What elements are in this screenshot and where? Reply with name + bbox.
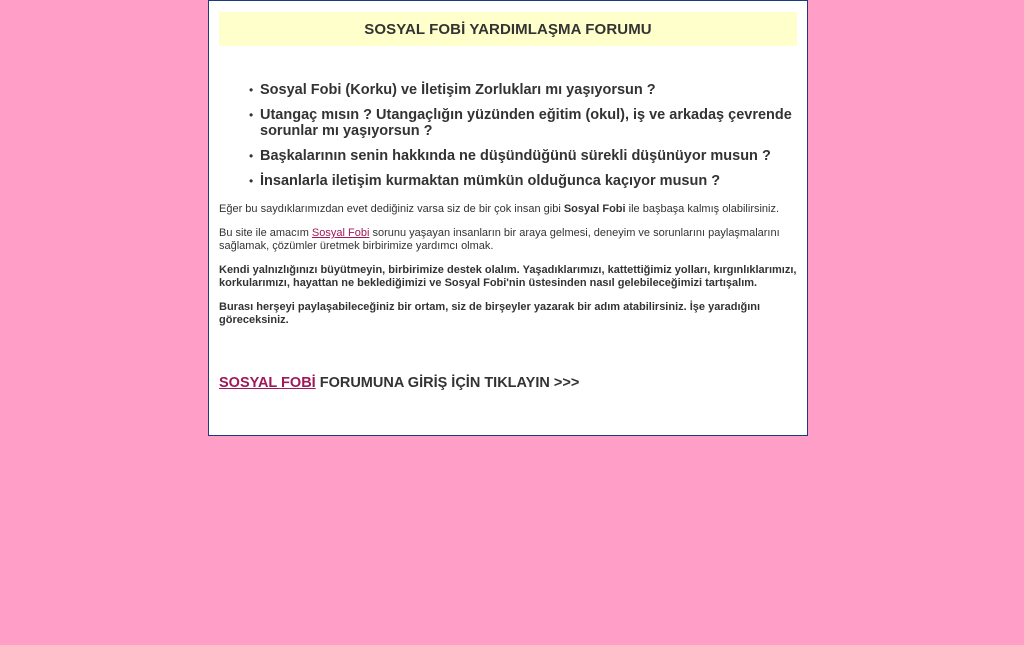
paragraph-text: ile başbaşa kalmış olabilirsiniz. <box>625 203 780 215</box>
bullet: • <box>249 108 254 122</box>
sosyal-fobi-link[interactable]: Sosyal Fobi <box>311 227 370 239</box>
share-paragraph: Burası herşeyi paylaşabileceğiniz bir ortam, siz de birşeyler yazarak bir adım atabilirsiniz. İşe yaradığını göreceksiniz. <box>219 301 761 326</box>
paragraph-emphasis: Sosyal Fobi <box>563 203 626 215</box>
intro-paragraph <box>219 203 797 216</box>
bullet: • <box>249 174 254 188</box>
list-item <box>249 148 799 164</box>
question-text: İnsanlarla iletişim kurmaktan mümkün olduğunca kaçıyor musun ? <box>260 173 721 189</box>
header-bar <box>219 12 797 46</box>
support-paragraph: Kendi yalnızlığınızı büyütmeyin, birbirimize destek olalım. Yaşadıklarımızı, kattettiğimiz yolları, kırgınlıklarımızı, korkularımızı, hayattan ne beklediğimizi ve Sosyal Fobi'nin üstesinden nasıl gelebileceğimizi tartışalım. <box>219 264 797 289</box>
forum-enter-link[interactable]: SOSYAL FOBİ <box>219 375 316 391</box>
purpose-paragraph <box>219 227 797 253</box>
forum-entry <box>219 375 579 391</box>
question-text: Sosyal Fobi (Korku) ve İletişim Zorlukları mı yaşıyorsun ? <box>260 82 656 98</box>
list-item <box>249 82 799 98</box>
list-item <box>249 173 799 189</box>
bullet: • <box>249 149 254 163</box>
paragraph-text: Bu site ile amacım <box>219 227 312 239</box>
question-text: Utangaç mısın ? Utangaçlığın yüzünden eğitim (okul), iş ve arkadaş çevrende sorunlar mı yaşıyorsun ? <box>260 107 792 139</box>
bullet: • <box>249 83 254 97</box>
intro-content <box>219 203 797 338</box>
question-text: Başkalarının senin hakkında ne düşündüğünü sürekli düşünüyor musun ? <box>260 148 771 164</box>
question-list <box>249 82 799 198</box>
main-panel <box>208 0 808 436</box>
list-item <box>249 107 799 139</box>
paragraph-text: Eğer bu saydıklarımızdan evet dediğiniz varsa siz de bir çok insan gibi <box>219 203 564 215</box>
page-title: SOSYAL FOBİ YARDIMLAŞMA FORUMU <box>364 20 652 38</box>
paragraph-text: sorunu yaşayan insanların bir araya gelmesi, deneyim ve sorunlarını paylaşmalarını sağlamak, çözümler üretmek birbirimize yardımcı olmak. <box>219 227 780 252</box>
forum-entry-text: FORUMUNA GİRİŞ İÇİN TIKLAYIN >>> <box>315 375 580 391</box>
